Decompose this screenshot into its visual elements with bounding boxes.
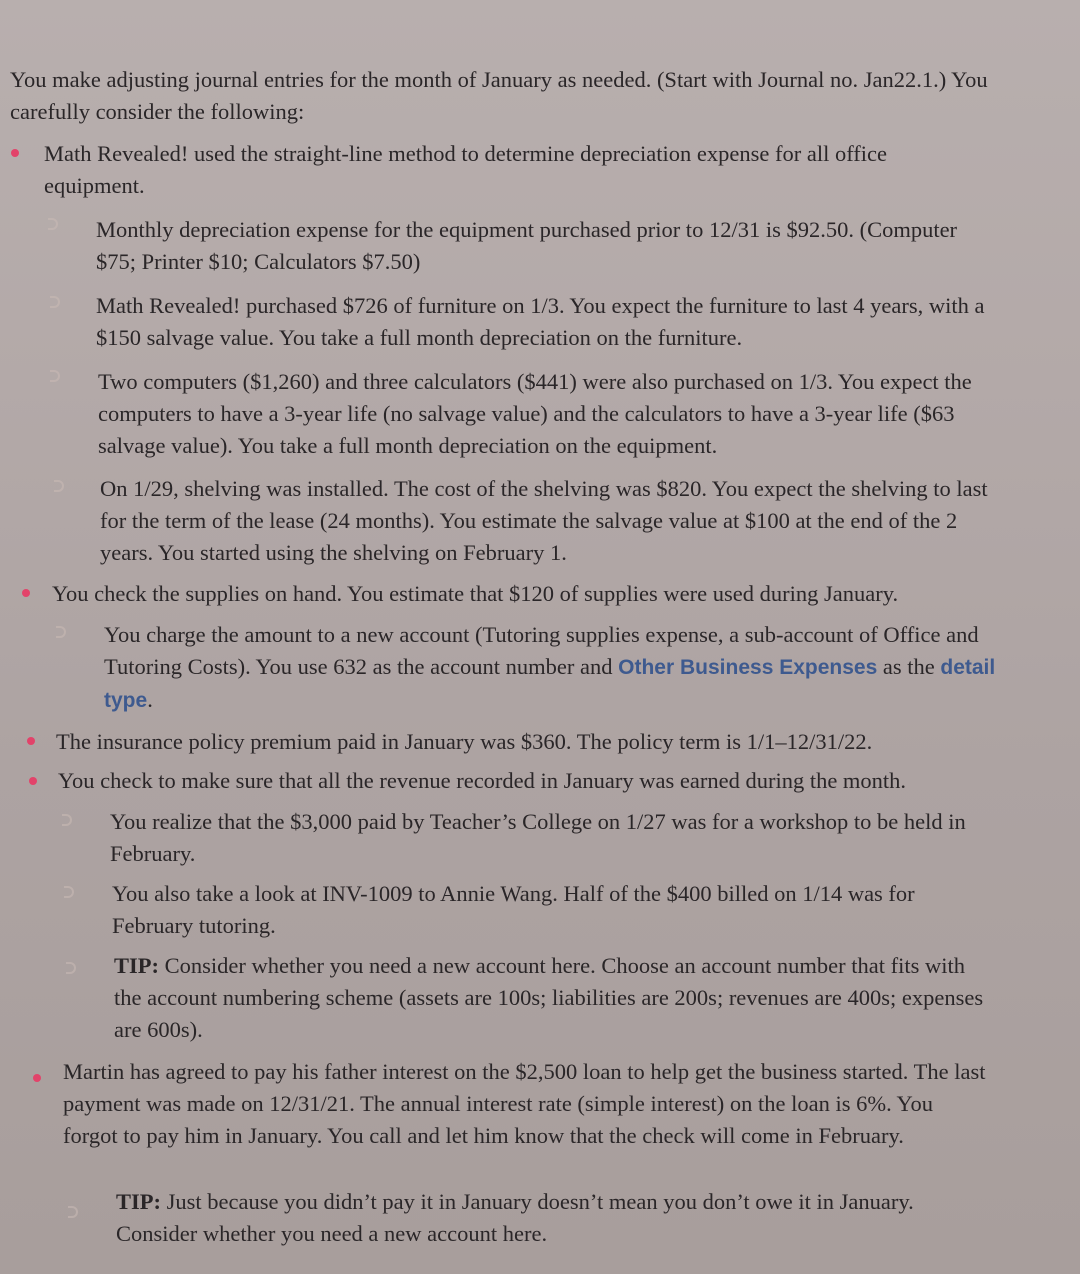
sub-item-supplies-account [104, 619, 1004, 717]
sub-item-monthly-depreciation: Monthly depreciation expense for the equipment purchased prior to 12/31 is $92.50. (Computer $75; Printer $10; Calculators $7.50) [96, 217, 958, 274]
sub-bullet-marker [48, 218, 58, 230]
sub-bullet-marker [56, 626, 66, 638]
bullet-depreciation: Math Revealed! used the straight-line method to determine depreciation expense for all office equipment. [44, 141, 888, 198]
supplies-text-after: . [147, 687, 153, 712]
intro-paragraph: You make adjusting journal entries for the month of January as needed. (Start with Journal no. Jan22.1.) You carefully consider the following: [10, 67, 988, 124]
sub-bullet-marker [68, 1206, 78, 1218]
sub-item-annie-wang: You also take a look at INV-1009 to Annie Wang. Half of the $400 billed on 1/14 was for February tutoring. [112, 881, 915, 938]
sub-bullet-marker [66, 962, 76, 974]
sub-bullet-marker [50, 296, 60, 308]
tip-interest [116, 1186, 976, 1250]
supplies-text-middle: as the [877, 654, 941, 679]
tip-label: TIP: [116, 1189, 161, 1214]
detail-type-label: detail type [104, 656, 996, 712]
sub-bullet-marker [50, 370, 60, 382]
bullet-dot [33, 1074, 41, 1082]
tip-new-account [114, 950, 994, 1046]
tip-label: TIP: [114, 953, 159, 978]
sub-item-computers-calculators: Two computers ($1,260) and three calculators ($441) were also purchased on 1/3. You expect the computers to have a 3-year life (no salvage value) and the calculators to have a 3-year life ($63 salvage value). You take a full month depreciation on the equipment. [98, 369, 972, 458]
bullet-interest: Martin has agreed to pay his father interest on the $2,500 loan to help get the business started. The last payment was made on 12/31/21. The annual interest rate (simple interest) on the loan is 6%. You forgot to pay him in January. You call and let him know that the check will come in February. [63, 1059, 986, 1148]
detail-type-link: Other Business Expenses [618, 656, 878, 679]
bullet-dot [22, 589, 30, 597]
sub-bullet-marker [62, 814, 72, 826]
bullet-supplies: You check the supplies on hand. You estimate that $120 of supplies were used during January. [52, 581, 899, 606]
bullet-dot [27, 737, 35, 745]
supplies-text-before: You charge the amount to a new account (Tutoring supplies expense, a sub-account of Office and Tutoring Costs). You use 632 as the account number and [104, 622, 979, 679]
bullet-revenue: You check to make sure that all the revenue recorded in January was earned during the month. [58, 768, 907, 793]
bullet-dot [29, 777, 37, 785]
sub-item-furniture: Math Revealed! purchased $726 of furniture on 1/3. You expect the furniture to last 4 years, with a $150 salvage value. You take a full month depreciation on the furniture. [96, 293, 985, 350]
sub-bullet-marker [64, 886, 74, 898]
sub-bullet-marker [54, 480, 64, 492]
sub-item-teachers-college: You realize that the $3,000 paid by Teacher’s College on 1/27 was for a workshop to be held in February. [110, 809, 966, 866]
tip-text: Consider whether you need a new account here. Choose an account number that fits with the account numbering scheme (assets are 100s; liabilities are 200s; revenues are 400s; expenses are 600s). [114, 953, 984, 1042]
tip-text: Just because you didn’t pay it in January doesn’t mean you don’t owe it in January. Consider whether you need a new account here. [116, 1189, 914, 1246]
bullet-dot [11, 149, 19, 157]
sub-item-shelving: On 1/29, shelving was installed. The cost of the shelving was $820. You expect the shelving to last for the term of the lease (24 months). You estimate the salvage value at $100 at the end of the 2 years. You started using the shelving on February 1. [100, 476, 988, 565]
bullet-insurance: The insurance policy premium paid in January was $360. The policy term is 1/1–12/31/22. [56, 729, 873, 754]
